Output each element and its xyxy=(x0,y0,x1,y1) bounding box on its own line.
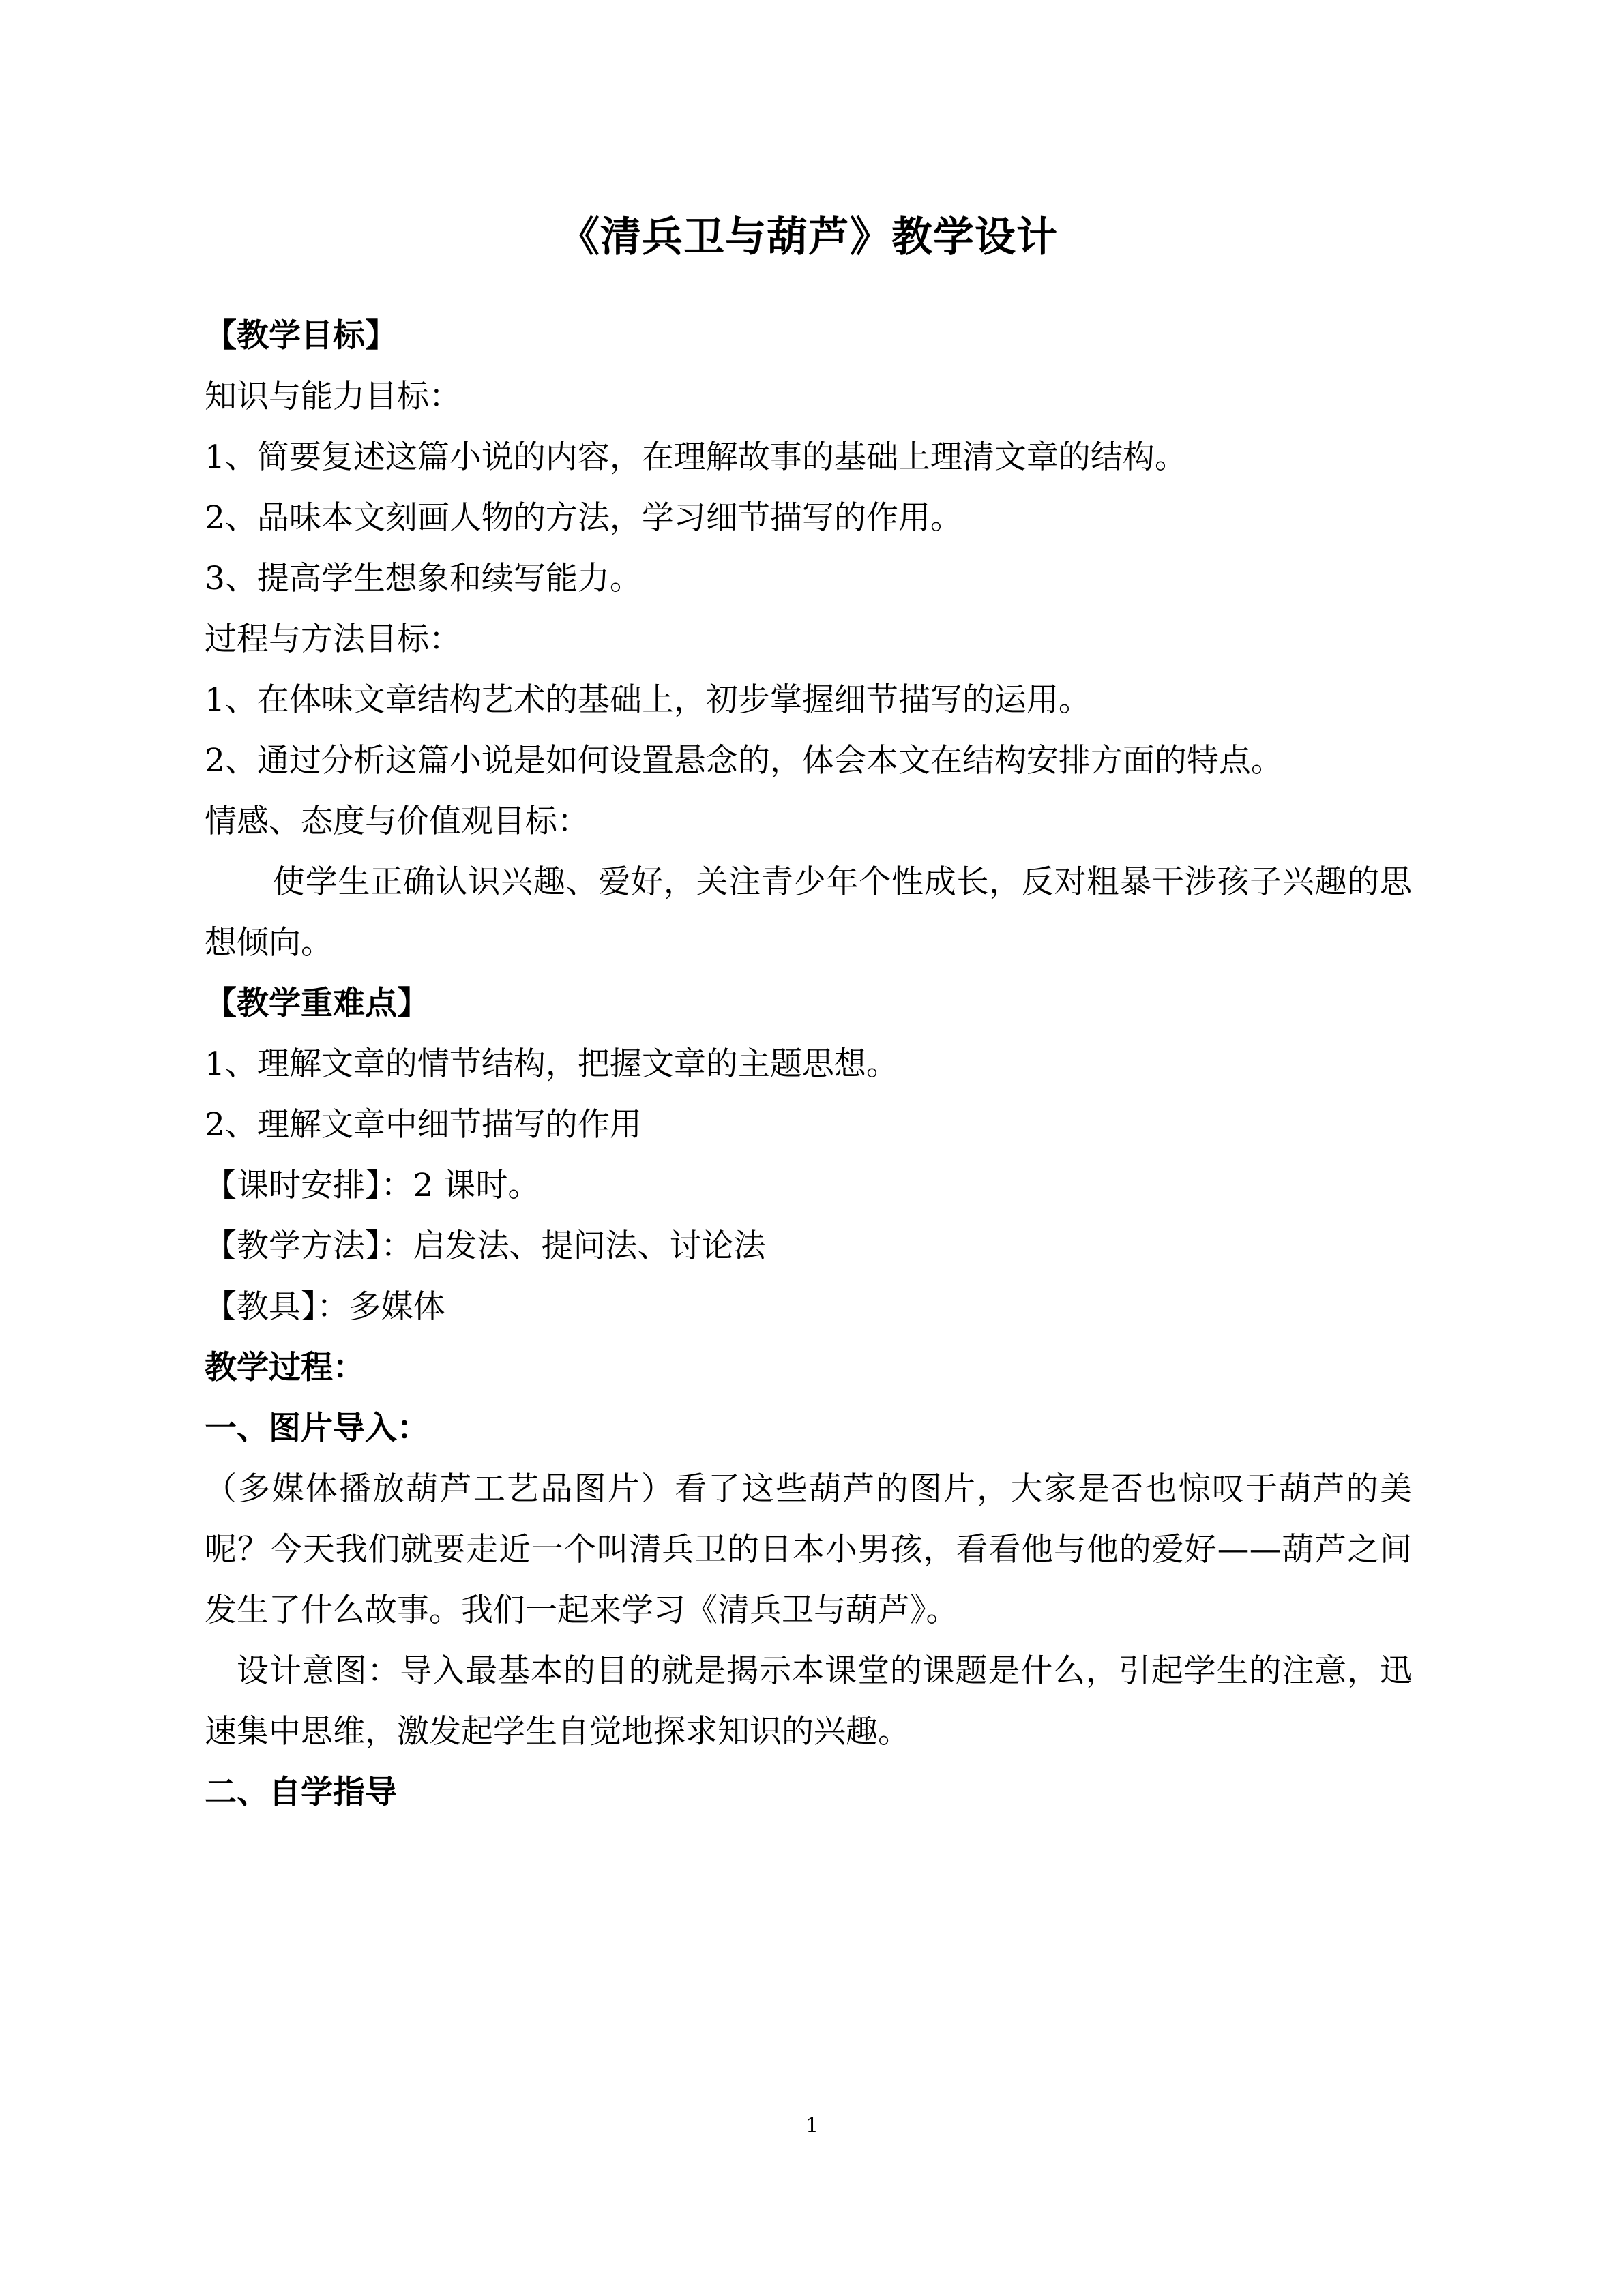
label-emotion-attitude-values-objectives: 情感、态度与价值观目标： xyxy=(205,803,589,840)
process-objective-item-2: 2、通过分析这篇小说是如何设置悬念的，体会本文在结构安排方面的特点。 xyxy=(205,742,1283,779)
key-point-item-1: 1、理解文章的情节结构，把握文章的主题思想。 xyxy=(205,1045,898,1083)
teaching-methods-line: 【教学方法】：启发法、提问法、讨论法 xyxy=(205,1227,766,1265)
document-body xyxy=(205,0,1412,1823)
label-knowledge-ability-objectives: 知识与能力目标： xyxy=(205,378,461,415)
process-objective-item-1: 1、在体味文章结构艺术的基础上，初步掌握细节描写的运用。 xyxy=(205,681,1091,719)
heading-teaching-objectives: 【教学目标】 xyxy=(205,317,397,355)
title-spacer xyxy=(205,258,1412,305)
page-title: 《清兵卫与葫芦》教学设计 xyxy=(559,213,1058,261)
heading-step-one-picture-intro: 一、图片导入： xyxy=(205,1410,429,1447)
knowledge-objective-item-1: 1、简要复述这篇小说的内容，在理解故事的基础上理清文章的结构。 xyxy=(205,438,1187,476)
step-one-body-text: （多媒体播放葫芦工艺品图片）看了这些葫芦的图片，大家是否也惊叹于葫芦的美呢？今天我们就要走近一个叫清兵卫的日本小男孩，看看他与他的爱好——葫芦之间发生了什么故事。我们一起来学习《清兵卫与葫芦》。 xyxy=(205,1470,1412,1629)
class-schedule-line: 【课时安排】：2 课时。 xyxy=(205,1167,540,1204)
knowledge-objective-item-3: 3、提高学生想象和续写能力。 xyxy=(205,560,642,597)
teaching-tools-line: 【教具】：多媒体 xyxy=(205,1288,445,1326)
heading-teaching-process: 教学过程： xyxy=(205,1349,365,1386)
key-point-item-2: 2、理解文章中细节描写的作用 xyxy=(205,1106,642,1144)
emotion-objective-body: 使学生正确认识兴趣、爱好，关注青少年个性成长，反对粗暴干涉孩子兴趣的思想倾向。 xyxy=(205,863,1412,961)
heading-key-and-difficult-points: 【教学重难点】 xyxy=(205,985,429,1022)
knowledge-objective-item-2: 2、品味本文刻画人物的方法，学习细节描写的作用。 xyxy=(205,499,962,537)
heading-step-two-self-study-guidance: 二、自学指导 xyxy=(205,1774,397,1811)
step-one-design-intent-text: 设计意图：导入最基本的目的就是揭示本课堂的课题是什么，引起学生的注意，迅速集中思维，激发起学生自觉地探求知识的兴趣。 xyxy=(205,1652,1412,1750)
label-process-method-objectives: 过程与方法目标： xyxy=(205,621,461,658)
page-number: 1 xyxy=(805,2114,819,2138)
